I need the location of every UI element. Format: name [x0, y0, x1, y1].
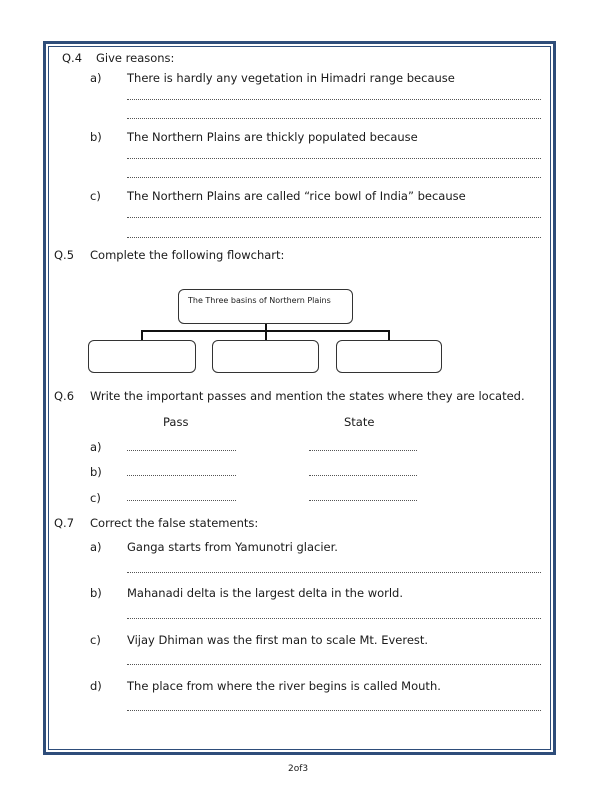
q6-pass-header: Pass	[163, 415, 189, 429]
q7d-label: d)	[90, 679, 102, 693]
state-answer-line[interactable]	[309, 475, 417, 476]
q4c-label: c)	[90, 189, 101, 203]
q6a-label: a)	[90, 440, 102, 454]
q6-number: Q.6	[54, 389, 75, 403]
answer-line[interactable]	[127, 237, 541, 238]
answer-line[interactable]	[127, 618, 541, 619]
flowchart-blank-box[interactable]	[88, 340, 196, 373]
q4a-text: There is hardly any vegetation in Himadri range because	[127, 71, 455, 85]
q5-prompt: Complete the following flowchart:	[90, 248, 285, 262]
q7b-text: Mahanadi delta is the largest delta in the world.	[127, 586, 404, 600]
pass-answer-line[interactable]	[127, 475, 236, 476]
q4b-text: The Northern Plains are thickly populated because	[127, 130, 418, 144]
q7c-label: c)	[90, 633, 101, 647]
answer-line[interactable]	[127, 572, 541, 573]
answer-line[interactable]	[127, 177, 541, 178]
q6c-label: c)	[90, 491, 101, 505]
pass-answer-line[interactable]	[127, 450, 236, 451]
q6-state-header: State	[344, 415, 375, 429]
q7-prompt: Correct the false statements:	[90, 516, 259, 530]
q7a-label: a)	[90, 540, 102, 554]
flowchart-blank-box[interactable]	[336, 340, 442, 373]
flowchart-root-box	[178, 289, 353, 324]
page-number: 2of3	[288, 764, 309, 774]
q6b-label: b)	[90, 465, 102, 479]
flowchart-blank-box[interactable]	[212, 340, 319, 373]
q7-number: Q.7	[54, 516, 75, 530]
q4b-label: b)	[90, 130, 102, 144]
answer-line[interactable]	[127, 118, 541, 119]
flowchart-title: The Three basins of Northern Plains	[188, 296, 331, 305]
state-answer-line[interactable]	[309, 500, 417, 501]
answer-line[interactable]	[127, 664, 541, 665]
q4a-label: a)	[90, 71, 102, 85]
q4c-text: The Northern Plains are called “rice bowl of India” because	[127, 189, 466, 203]
q4-number: Q.4	[62, 51, 83, 65]
q6-prompt: Write the important passes and mention the states where they are located.	[90, 389, 525, 403]
q7d-text: The place from where the river begins is called Mouth.	[127, 679, 441, 693]
q4-prompt: Give reasons:	[96, 51, 175, 65]
state-answer-line[interactable]	[309, 450, 417, 451]
q7b-label: b)	[90, 586, 102, 600]
q7a-text: Ganga starts from Yamunotri glacier.	[127, 540, 338, 554]
answer-line[interactable]	[127, 710, 541, 711]
q7c-text: Vijay Dhiman was the first man to scale Mt. Everest.	[127, 633, 429, 647]
pass-answer-line[interactable]	[127, 500, 236, 501]
answer-line[interactable]	[127, 158, 541, 159]
answer-line[interactable]	[127, 217, 541, 218]
answer-line[interactable]	[127, 99, 541, 100]
q5-number: Q.5	[54, 248, 75, 262]
